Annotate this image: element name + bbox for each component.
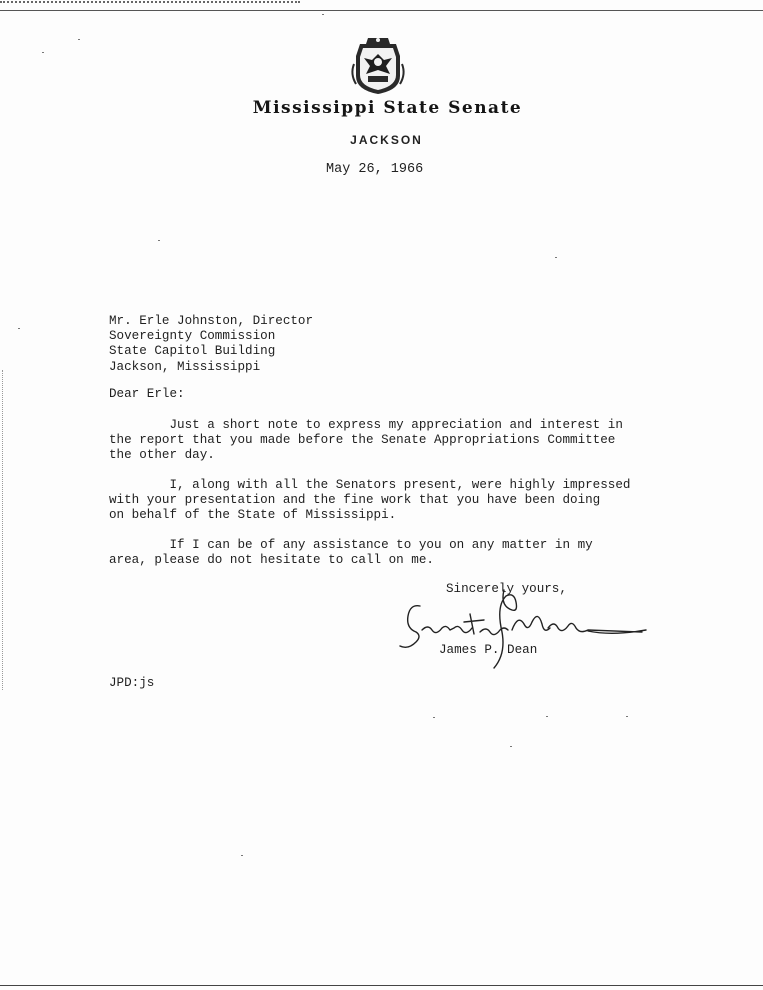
body-paragraph: I, along with all the Senators present, were highly impressed with your presentation and the fine work that you have been doing on behalf of the State of Mississippi. <box>109 478 631 523</box>
body-paragraph: If I can be of any assistance to you on any matter in my area, please do not hesitate to call on me. <box>109 538 593 568</box>
scan-speck <box>322 14 324 15</box>
recipient-city: Jackson, Mississippi <box>109 359 261 374</box>
scan-top-edge <box>0 0 763 11</box>
salutation: Dear Erle: <box>109 387 185 401</box>
scan-speck <box>626 716 628 717</box>
letterhead-city: JACKSON <box>350 133 423 147</box>
signer-name: James P. Dean <box>439 643 538 657</box>
scan-speck <box>510 746 512 747</box>
recipient-organization: Sovereignty Commission <box>109 329 276 344</box>
closing: Sincerely yours, <box>446 582 567 596</box>
handwritten-signature <box>392 584 652 674</box>
scan-speck <box>42 52 44 53</box>
recipient-building: State Capitol Building <box>109 344 276 359</box>
scan-speck <box>78 39 80 40</box>
scan-speck <box>158 240 160 241</box>
scan-speck <box>433 717 435 718</box>
reference-initials: JPD:js <box>109 676 155 690</box>
letterhead-senate-name: Mississippi State Senate <box>252 98 523 118</box>
recipient-address <box>109 314 313 375</box>
letter-date: May 26, 1966 <box>326 162 424 177</box>
scan-speck <box>555 257 557 258</box>
recipient-name: Mr. Erle Johnston, Director <box>109 314 314 328</box>
scan-speck <box>241 855 243 856</box>
scan-speck <box>546 716 548 717</box>
body-paragraph: Just a short note to express my appreciation and interest in the report that you made before the Senate Appropriations Committee the other day. <box>109 418 623 463</box>
scan-bottom-edge <box>0 985 763 986</box>
scan-speck <box>18 328 20 329</box>
mississippi-state-seal-icon <box>348 34 408 96</box>
scan-left-edge <box>2 370 4 690</box>
